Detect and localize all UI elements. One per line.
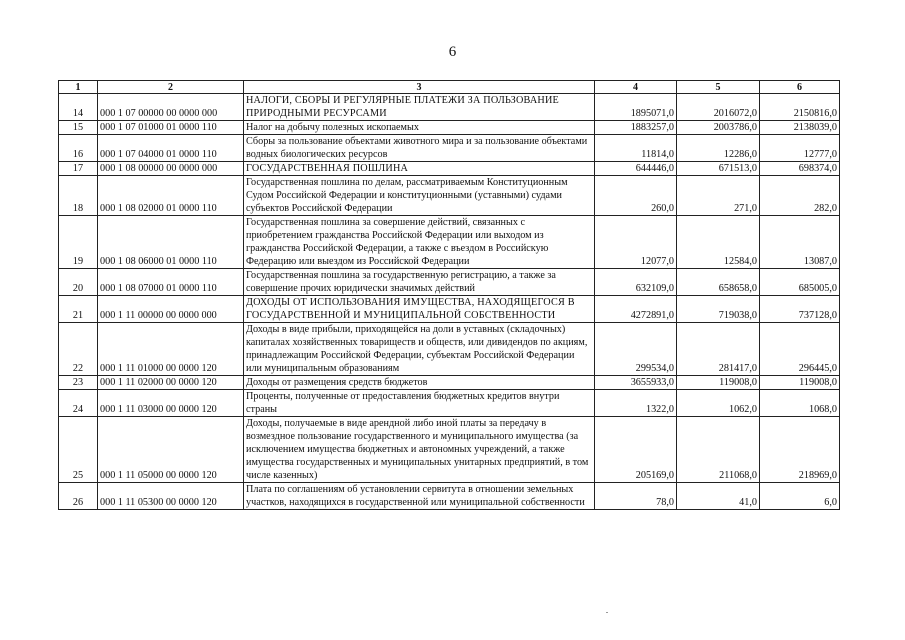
- amount-year-1-cell: 1883257,0: [595, 121, 677, 135]
- amount-year-3-cell: 1068,0: [760, 390, 840, 417]
- revenue-name-cell: Доходы, получаемые в виде арендной либо иной платы за передачу в возмездное пользование государственного и муниципального имущества (за исключением имущества бюджетных и автономных учреждений, а также имущества государственных и муниципальных унитарных предприятий, в том числе казенных): [244, 417, 595, 483]
- budget-code-cell: 000 1 11 00000 00 0000 000: [98, 296, 244, 323]
- amount-year-1-cell: 78,0: [595, 483, 677, 510]
- row-number-cell: 15: [59, 121, 98, 135]
- table-row: [59, 390, 840, 417]
- row-number-cell: 25: [59, 417, 98, 483]
- amount-year-1-cell: 299534,0: [595, 323, 677, 376]
- amount-year-3-cell: 737128,0: [760, 296, 840, 323]
- revenue-name-cell: ДОХОДЫ ОТ ИСПОЛЬЗОВАНИЯ ИМУЩЕСТВА, НАХОДЯЩЕГОСЯ В ГОСУДАРСТВЕННОЙ И МУНИЦИПАЛЬНОЙ СОБСТВЕННОСТИ: [244, 296, 595, 323]
- amount-year-1-cell: 644446,0: [595, 162, 677, 176]
- table-row: [59, 176, 840, 216]
- amount-year-2-cell: 271,0: [677, 176, 760, 216]
- amount-year-2-cell: 1062,0: [677, 390, 760, 417]
- column-header: 1: [59, 81, 98, 94]
- amount-year-2-cell: 41,0: [677, 483, 760, 510]
- table-row: [59, 269, 840, 296]
- amount-year-3-cell: 218969,0: [760, 417, 840, 483]
- column-header: 6: [760, 81, 840, 94]
- amount-year-2-cell: 12286,0: [677, 135, 760, 162]
- amount-year-2-cell: 2003786,0: [677, 121, 760, 135]
- amount-year-1-cell: 205169,0: [595, 417, 677, 483]
- revenue-name-cell: Доходы в виде прибыли, приходящейся на доли в уставных (складочных) капиталах хозяйственных товариществ и обществ, или дивидендов по акциям, принадлежащим Российской Федерации, субъектам Российской Федерации или муниципальным образованиям: [244, 323, 595, 376]
- revenue-name-cell: НАЛОГИ, СБОРЫ И РЕГУЛЯРНЫЕ ПЛАТЕЖИ ЗА ПОЛЬЗОВАНИЕ ПРИРОДНЫМИ РЕСУРСАМИ: [244, 94, 595, 121]
- amount-year-3-cell: 12777,0: [760, 135, 840, 162]
- budget-code-cell: 000 1 07 01000 01 0000 110: [98, 121, 244, 135]
- row-number-cell: 16: [59, 135, 98, 162]
- column-header: 4: [595, 81, 677, 94]
- budget-code-cell: 000 1 08 07000 01 0000 110: [98, 269, 244, 296]
- row-number-cell: 26: [59, 483, 98, 510]
- table-row: [59, 376, 840, 390]
- revenue-name-cell: ГОСУДАРСТВЕННАЯ ПОШЛИНА: [244, 162, 595, 176]
- row-number-cell: 18: [59, 176, 98, 216]
- table-row: [59, 121, 840, 135]
- amount-year-1-cell: 1322,0: [595, 390, 677, 417]
- amount-year-3-cell: 2138039,0: [760, 121, 840, 135]
- table-row: [59, 216, 840, 269]
- revenue-name-cell: Государственная пошлина за государственную регистрацию, а также за совершение прочих юридически значимых действий: [244, 269, 595, 296]
- table-row: [59, 135, 840, 162]
- amount-year-3-cell: 119008,0: [760, 376, 840, 390]
- amount-year-3-cell: 698374,0: [760, 162, 840, 176]
- amount-year-2-cell: 12584,0: [677, 216, 760, 269]
- amount-year-1-cell: 12077,0: [595, 216, 677, 269]
- amount-year-1-cell: 3655933,0: [595, 376, 677, 390]
- table-row: [59, 483, 840, 510]
- budget-code-cell: 000 1 07 00000 00 0000 000: [98, 94, 244, 121]
- amount-year-3-cell: 13087,0: [760, 216, 840, 269]
- row-number-cell: 19: [59, 216, 98, 269]
- amount-year-3-cell: 282,0: [760, 176, 840, 216]
- scan-speck: [606, 612, 608, 613]
- amount-year-1-cell: 1895071,0: [595, 94, 677, 121]
- amount-year-1-cell: 632109,0: [595, 269, 677, 296]
- amount-year-2-cell: 119008,0: [677, 376, 760, 390]
- revenue-name-cell: Проценты, полученные от предоставления бюджетных кредитов внутри страны: [244, 390, 595, 417]
- revenue-name-cell: Налог на добычу полезных ископаемых: [244, 121, 595, 135]
- revenue-name-cell: Плата по соглашениям об установлении сервитута в отношении земельных участков, находящихся в государственной или муниципальной собственности: [244, 483, 595, 510]
- row-number-cell: 23: [59, 376, 98, 390]
- budget-code-cell: 000 1 08 02000 01 0000 110: [98, 176, 244, 216]
- amount-year-1-cell: 11814,0: [595, 135, 677, 162]
- amount-year-3-cell: 296445,0: [760, 323, 840, 376]
- row-number-cell: 20: [59, 269, 98, 296]
- amount-year-3-cell: 2150816,0: [760, 94, 840, 121]
- revenue-name-cell: Сборы за пользование объектами животного мира и за пользование объектами водных биологических ресурсов: [244, 135, 595, 162]
- table-row: [59, 94, 840, 121]
- column-header: 5: [677, 81, 760, 94]
- row-number-cell: 17: [59, 162, 98, 176]
- row-number-cell: 14: [59, 94, 98, 121]
- amount-year-1-cell: 260,0: [595, 176, 677, 216]
- budget-code-cell: 000 1 08 00000 00 0000 000: [98, 162, 244, 176]
- amount-year-2-cell: 658658,0: [677, 269, 760, 296]
- budget-code-cell: 000 1 11 05300 00 0000 120: [98, 483, 244, 510]
- table-row: [59, 162, 840, 176]
- row-number-cell: 24: [59, 390, 98, 417]
- table-row: [59, 417, 840, 483]
- budget-code-cell: 000 1 11 02000 00 0000 120: [98, 376, 244, 390]
- amount-year-2-cell: 281417,0: [677, 323, 760, 376]
- amount-year-2-cell: 211068,0: [677, 417, 760, 483]
- page-number: 6: [448, 44, 457, 60]
- budget-code-cell: 000 1 11 01000 00 0000 120: [98, 323, 244, 376]
- revenue-name-cell: Государственная пошлина за совершение действий, связанных с приобретением гражданства Российской Федерации или выходом из гражданства Российской Федерации, а также с въездом в Российскую Федерацию или выездом из Российской Федерации: [244, 216, 595, 269]
- table-row: [59, 323, 840, 376]
- revenue-table: [58, 80, 840, 510]
- amount-year-1-cell: 4272891,0: [595, 296, 677, 323]
- table-header-row: [59, 81, 840, 94]
- amount-year-2-cell: 719038,0: [677, 296, 760, 323]
- budget-code-cell: 000 1 11 05000 00 0000 120: [98, 417, 244, 483]
- column-header: 3: [244, 81, 595, 94]
- amount-year-3-cell: 6,0: [760, 483, 840, 510]
- budget-code-cell: 000 1 07 04000 01 0000 110: [98, 135, 244, 162]
- amount-year-2-cell: 671513,0: [677, 162, 760, 176]
- budget-code-cell: 000 1 08 06000 01 0000 110: [98, 216, 244, 269]
- column-header: 2: [98, 81, 244, 94]
- table-body: [59, 94, 840, 510]
- revenue-name-cell: Государственная пошлина по делам, рассматриваемым Конституционным Судом Российской Федерации и конституционными (уставными) судами субъектов Российской Федерации: [244, 176, 595, 216]
- table-row: [59, 296, 840, 323]
- amount-year-2-cell: 2016072,0: [677, 94, 760, 121]
- revenue-name-cell: Доходы от размещения средств бюджетов: [244, 376, 595, 390]
- budget-code-cell: 000 1 11 03000 00 0000 120: [98, 390, 244, 417]
- row-number-cell: 21: [59, 296, 98, 323]
- row-number-cell: 22: [59, 323, 98, 376]
- amount-year-3-cell: 685005,0: [760, 269, 840, 296]
